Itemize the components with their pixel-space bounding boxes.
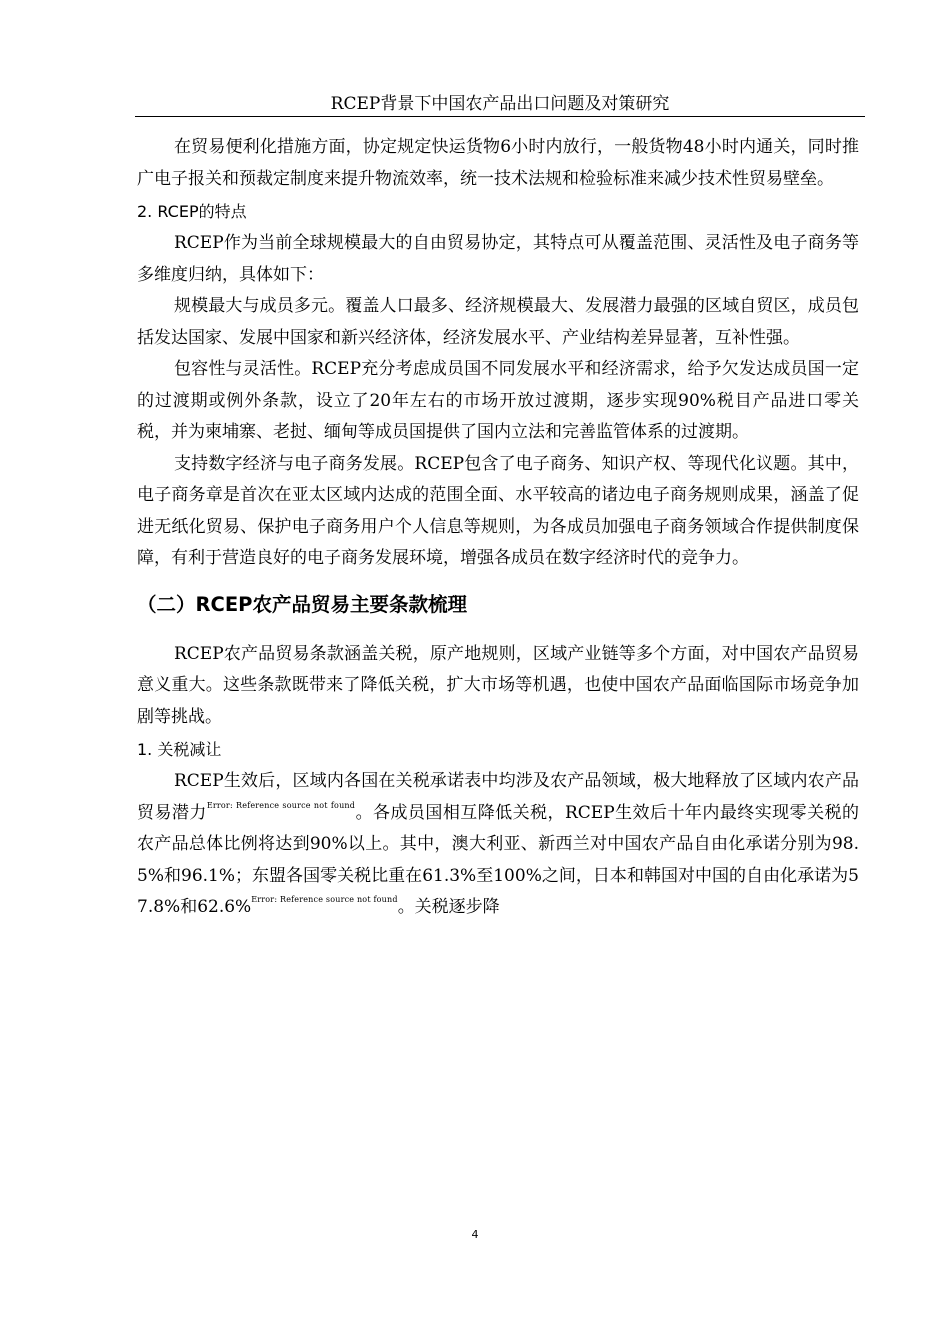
- subheading-rcep-features: 2. RCEP的特点: [137, 202, 247, 221]
- paragraph-agri-clauses-intro: RCEP农产品贸易条款涵盖关税，原产地规则，区域产业链等多个方面，对中国农产品贸易意义重大。这些条款既带来了降低关税，扩大市场等机遇，也使中国农产品面临国际市场竞争加剧等挑战。: [137, 643, 859, 727]
- paragraph-tariff-reduction: [137, 766, 859, 924]
- running-header: RCEP背景下中国农产品出口问题及对策研究: [330, 94, 670, 114]
- tariff-text-part-3: 。关税逐步降: [397, 897, 500, 917]
- paragraph-scale: 规模最大与成员多元。覆盖人口最多、经济规模最大、发展潜力最强的区域自贸区，成员包括发达国家、发展中国家和新兴经济体，经济发展水平、产业结构差异显著，互补性强。: [137, 296, 859, 348]
- subheading-tariff-reduction: 1. 关税减让: [137, 740, 222, 759]
- section-heading-agri-clauses: （二）RCEP农产品贸易主要条款梳理: [137, 592, 467, 616]
- reference-error-2: Error: Reference source not found: [251, 895, 398, 904]
- paragraph-features-intro: RCEP作为当前全球规模最大的自由贸易协定，其特点可从覆盖范围、灵活性及电子商务等多维度归纳，具体如下：: [137, 233, 859, 285]
- paragraph-digital-economy: 支持数字经济与电子商务发展。RCEP包含了电子商务、知识产权、等现代化议题。其中，电子商务章是首次在亚太区域内达成的范围全面、水平较高的诸边电子商务规则成果，涵盖了促进无纸化贸易、保护电子商务用户个人信息等规则，为各成员加强电子商务领域合作提供制度保障，有利于营造良好的电子商务发展环境，增强各成员在数字经济时代的竞争力。: [137, 453, 859, 568]
- header-rule: [135, 116, 865, 117]
- page-body: [137, 132, 859, 924]
- page-number: 4: [471, 1228, 479, 1241]
- tariff-text-part-2: 。各成员国相互降低关税，RCEP生效后十年内最终实现零关税的农产品总体比例将达到90%以上。其中，澳大利亚、新西兰对中国农产品自由化承诺分别为98.5%和96.1%；东盟各国零关税比重在61.3%至100%之间，日本和韩国对中国的自由化承诺为57.8%和62.6%: [137, 802, 859, 917]
- reference-error-1: Error: Reference source not found: [206, 800, 356, 810]
- paragraph-inclusiveness: 包容性与灵活性。RCEP充分考虑成员国不同发展水平和经济需求，给予欠发达成员国一定的过渡期或例外条款，设立了20年左右的市场开放过渡期，逐步实现90%税目产品进口零关税，并为柬埔寨、老挝、缅甸等成员国提供了国内立法和完善监管体系的过渡期。: [137, 359, 859, 442]
- paragraph-trade-facilitation: 在贸易便利化措施方面，协定规定快运货物6小时内放行，一般货物48小时内通关，同时推广电子报关和预裁定制度来提升物流效率，统一技术法规和检验标准来减少技术性贸易壁垒。: [137, 137, 859, 189]
- tariff-text-part-1: RCEP生效后，区域内各国在关税承诺表中均涉及农产品领域，极大地释放了区域内农产品贸易潜力: [137, 771, 859, 823]
